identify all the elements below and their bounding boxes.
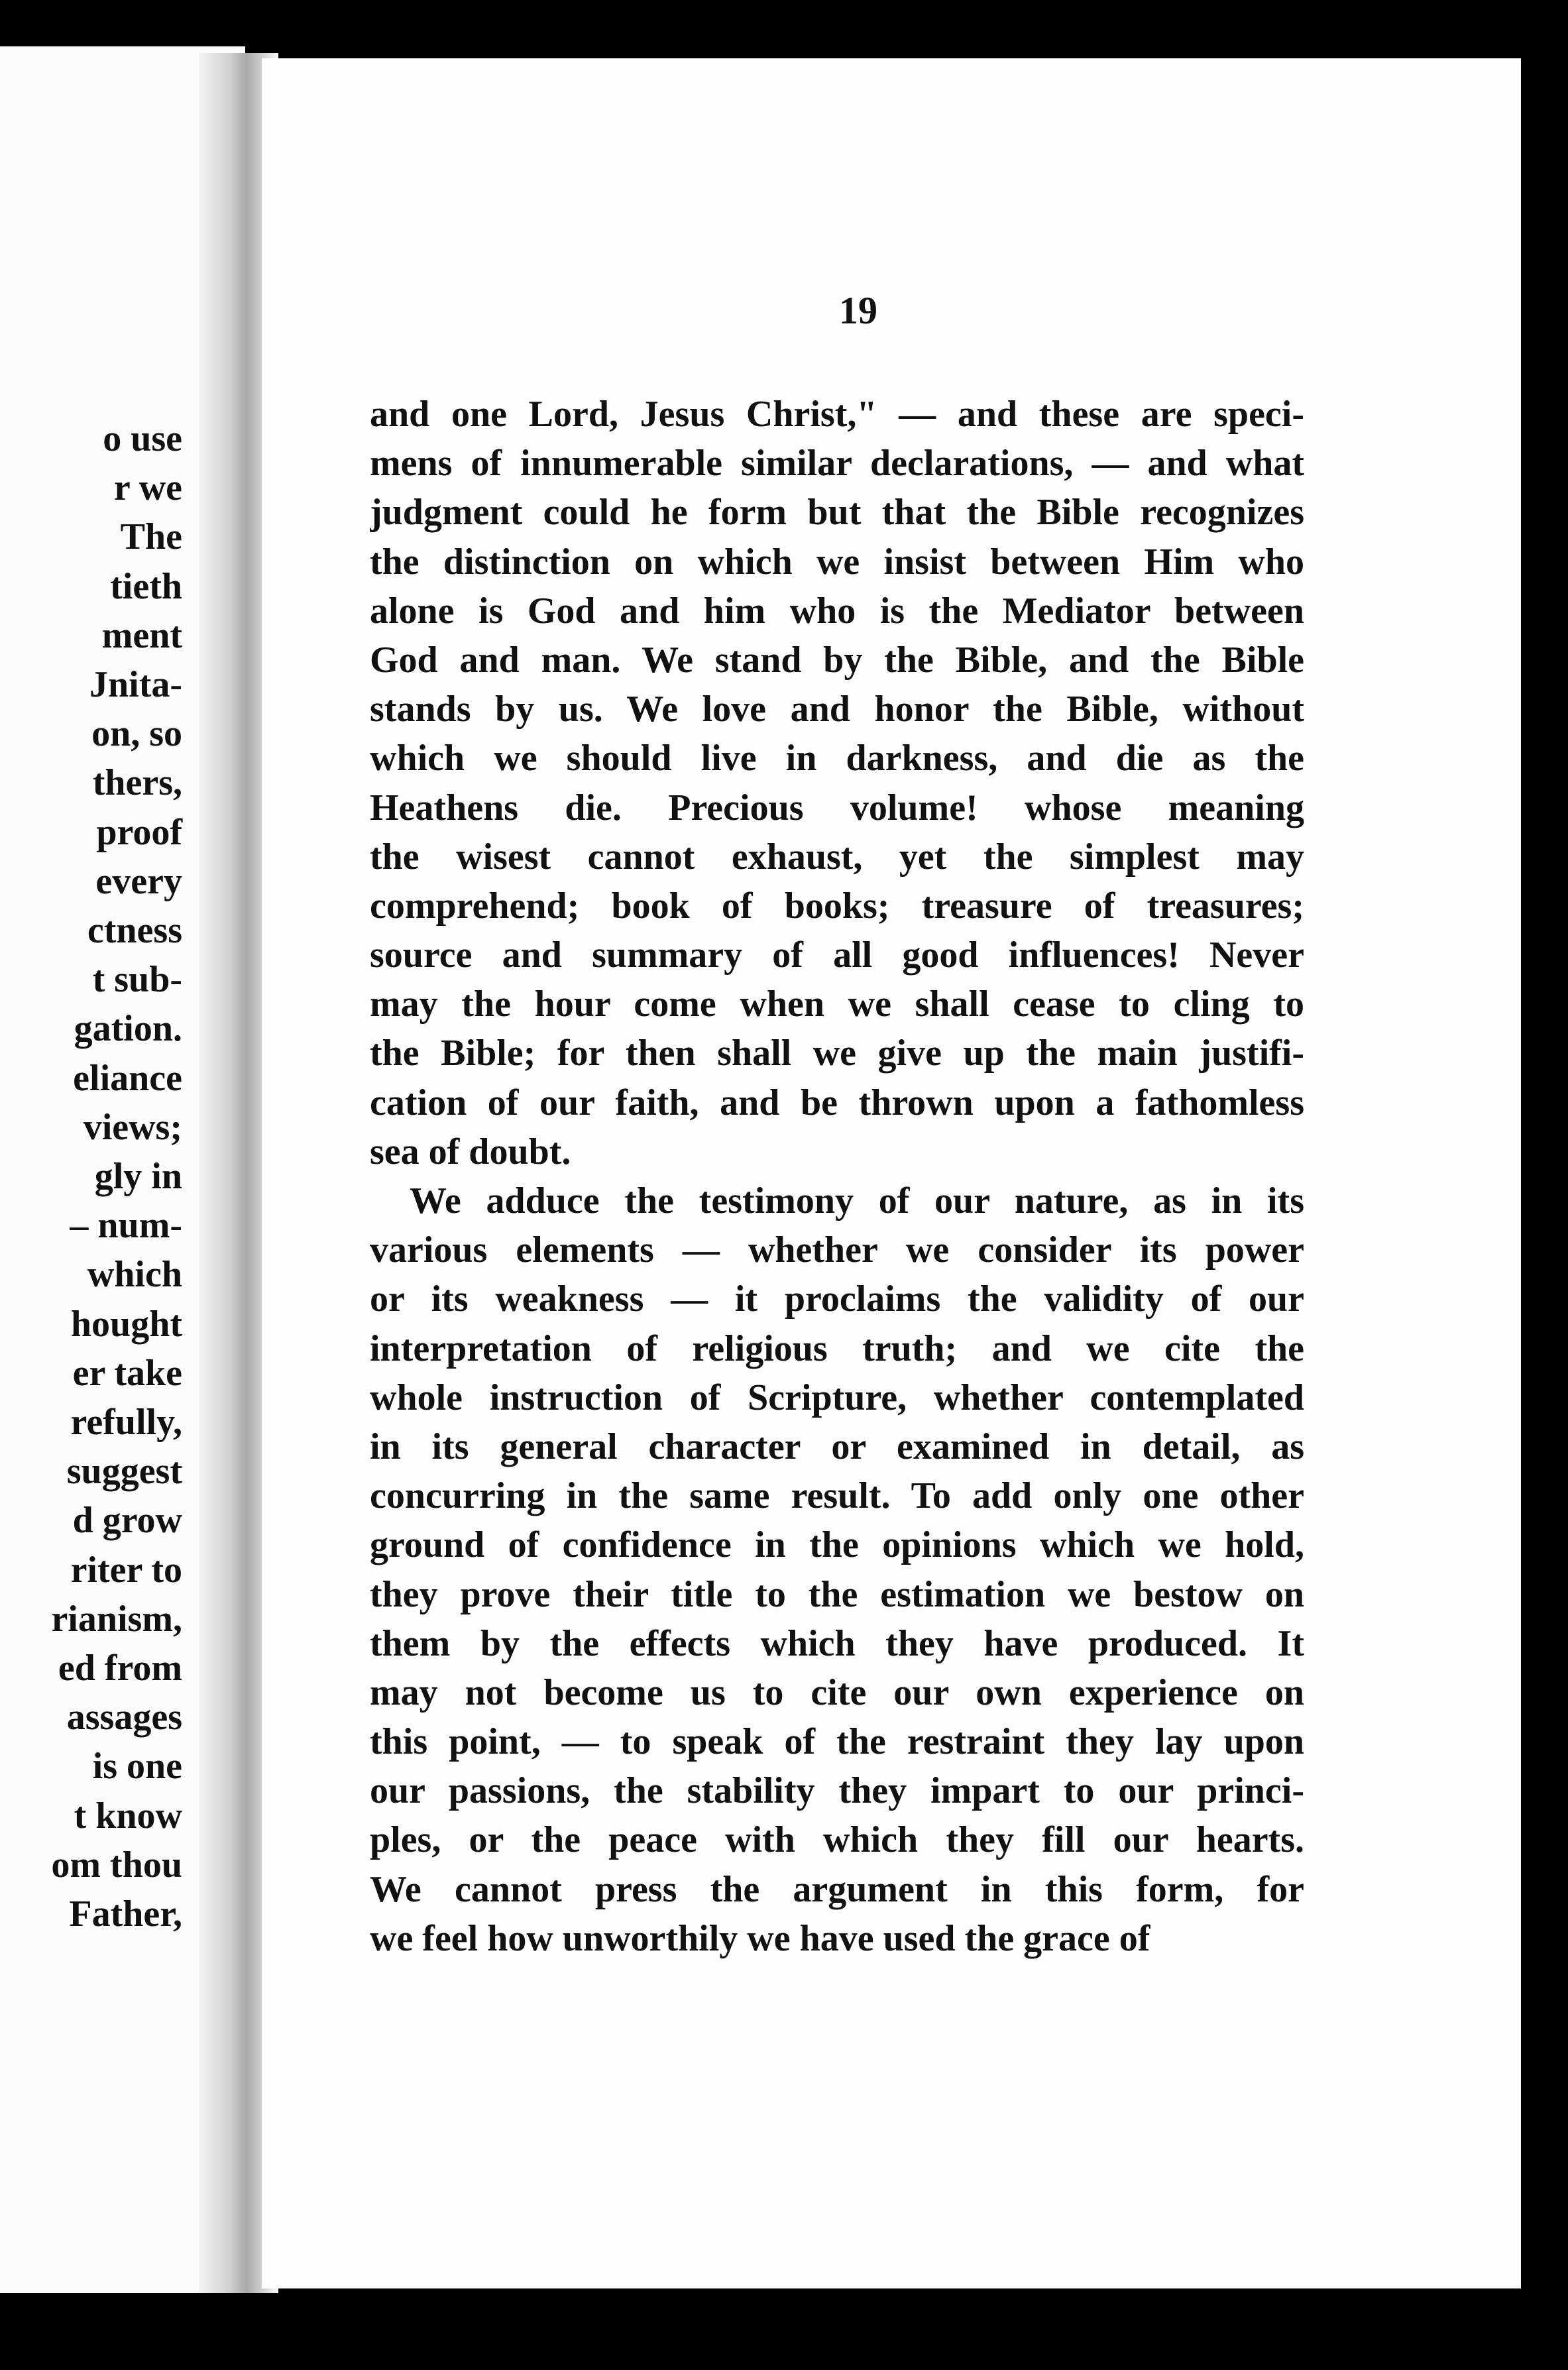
text-line: sea of doubt. <box>370 1131 571 1172</box>
facing-page-line: proof <box>96 811 182 853</box>
text-line: ground of confidence in the opinions which we hold, <box>370 1524 1304 1566</box>
text-line: our passions, the stability they impart to our princi- <box>370 1770 1304 1812</box>
facing-page-line: views; <box>83 1106 182 1148</box>
facing-page-line: ed from <box>58 1648 182 1689</box>
text-line: We adduce the testimony of our nature, as in its <box>410 1180 1304 1221</box>
text-line: source and summary of all good influences! Never <box>370 934 1304 976</box>
facing-page-line: The <box>120 516 182 558</box>
facing-page-line: on, so <box>91 713 182 755</box>
facing-page-line: eliance <box>73 1057 182 1099</box>
text-line: which we should live in darkness, and die as the <box>370 738 1304 779</box>
text-line: this point, — to speak of the restraint they lay upon <box>370 1721 1304 1763</box>
facing-page-line: riter to <box>70 1549 182 1591</box>
facing-page-line: assages <box>66 1697 182 1738</box>
text-line: ples, or the peace with which they fill our hearts. <box>370 1819 1304 1861</box>
facing-page-line: gly in <box>94 1156 182 1198</box>
text-line: and one Lord, Jesus Christ," — and these are speci- <box>370 394 1304 435</box>
facing-page-line: which <box>87 1254 182 1296</box>
text-line: stands by us. We love and honor the Bible, without <box>370 689 1304 730</box>
facing-page-line: hought <box>70 1303 182 1345</box>
text-line: may the hour come when we shall cease to cling to <box>370 984 1304 1025</box>
text-line: alone is God and him who is the Mediator between <box>370 590 1304 632</box>
facing-page-line: om thou <box>51 1844 182 1886</box>
facing-page-line: r we <box>113 467 182 509</box>
text-line: them by the effects which they have produced. It <box>370 1622 1304 1664</box>
text-line: Heathens die. Precious volume! whose meaning <box>370 787 1304 828</box>
facing-page-line: is one <box>92 1746 182 1787</box>
text-line: we feel how unworthily we have used the grace of <box>370 1917 1150 1959</box>
text-line: whole instruction of Scripture, whether contemplated <box>370 1377 1304 1418</box>
facing-page-line: t know <box>74 1795 182 1836</box>
text-line: the Bible; for then shall we give up the main justifi- <box>370 1033 1304 1074</box>
facing-page-line: every <box>95 860 182 902</box>
text-line: interpretation of religious truth; and we cite the <box>370 1327 1304 1369</box>
facing-page-line: d grow <box>72 1500 182 1542</box>
facing-page-line: thers, <box>92 762 182 804</box>
text-line: they prove their title to the estimation we bestow on <box>370 1573 1304 1615</box>
text-line: We cannot press the argument in this form, for <box>370 1868 1304 1910</box>
facing-page-line: Jnita- <box>89 664 182 706</box>
facing-page-line: ctness <box>87 910 182 952</box>
text-line: mens of innumerable similar declarations, — and what <box>370 443 1304 484</box>
text-line: cation of our faith, and be thrown upon a fathomless <box>370 1082 1304 1123</box>
paragraph <box>370 390 1304 1176</box>
text-line: or its weakness — it proclaims the validity of our <box>370 1278 1304 1320</box>
text-line: in its general character or examined in detail, as <box>370 1426 1304 1467</box>
facing-page-line: t sub- <box>92 959 182 1001</box>
facing-page-line: refully, <box>70 1402 182 1443</box>
facing-page-line: tieth <box>110 565 182 607</box>
text-line: the wisest cannot exhaust, yet the simplest may <box>370 836 1304 877</box>
text-line: comprehend; book of books; treasure of treasures; <box>370 885 1304 927</box>
text-line: judgment could he form but that the Bible recognizes <box>370 492 1304 534</box>
facing-page-line: o use <box>103 418 182 459</box>
body-text <box>370 390 1304 1963</box>
text-line: God and man. We stand by the Bible, and the Bible <box>370 639 1304 681</box>
facing-page-text <box>51 414 182 1939</box>
page-number: 19 <box>839 289 877 332</box>
facing-page-line: – num- <box>70 1205 182 1247</box>
facing-page-line: er take <box>72 1352 182 1394</box>
facing-page-line: ment <box>101 614 182 656</box>
facing-page-line: rianism, <box>51 1598 182 1640</box>
facing-page-line: Father, <box>69 1893 182 1935</box>
text-line: various elements — whether we consider its power <box>370 1229 1304 1271</box>
facing-page-line: suggest <box>66 1451 182 1493</box>
facing-page-line: gation. <box>74 1008 182 1050</box>
text-line: the distinction on which we insist between Him who <box>370 541 1304 583</box>
text-line: may not become us to cite our own experience on <box>370 1671 1304 1713</box>
paragraph <box>370 1176 1304 1963</box>
text-line: concurring in the same result. To add only one other <box>370 1475 1304 1517</box>
